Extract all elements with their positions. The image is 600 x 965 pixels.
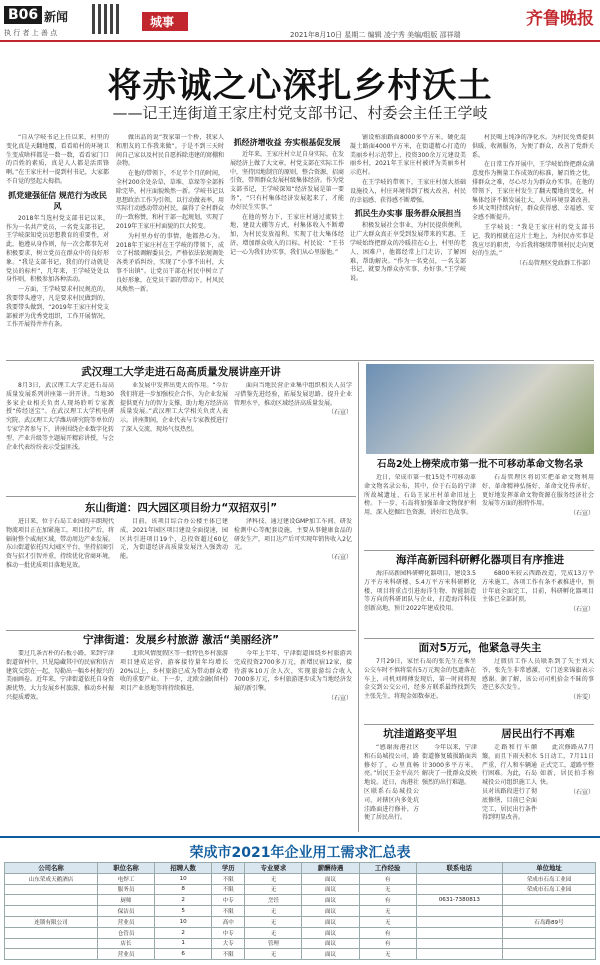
lead-col-4 bbox=[350, 134, 466, 356]
table-cell: 2 bbox=[155, 927, 212, 938]
table-cell bbox=[5, 895, 98, 906]
lead-paragraph: 铺设柏油路面8000多平方米，硬化混凝土路面4000平方米，在街道精心打造的美丽乡村示范带上，投资300余万元建设美丽乡村，2021年王家庄村被评为美丽乡村示范村。 bbox=[350, 134, 466, 177]
table-row bbox=[5, 884, 596, 895]
table-cell: 石岛路89号 bbox=[502, 916, 595, 927]
lead-paragraph: 在王学岐的带领下，王家庄村加大基础设施投入，村庄环境得到了极大改善，村民的幸福感、获得感不断增强。 bbox=[350, 178, 466, 204]
wuhan-col-1 bbox=[6, 382, 114, 492]
section-tag: 城事 bbox=[142, 12, 188, 31]
table-cell: 2 bbox=[155, 895, 212, 906]
table-cell: 连锁有限公司 bbox=[5, 916, 98, 927]
table-cell bbox=[416, 949, 502, 960]
table-cell: 无 bbox=[245, 873, 302, 884]
lead-subtitle-3: 抓民生办实事 服务群众展担当 bbox=[354, 209, 462, 219]
table-cell: 不限 bbox=[212, 949, 245, 960]
article-title-resident: 居民出行不再难 bbox=[501, 728, 575, 740]
table-cell: 店长 bbox=[97, 938, 154, 949]
article-text: 今年上半年，宁津街道围绕乡村旅游共完成投资2700多万元，新增民宿12家，接待游客10万余人次，实现旅游综合收入7000多万元，乡村旅游逐步成为当地经济发展的新引擎。 bbox=[234, 650, 352, 693]
article-title-dongshan: 东山街道：四大园区项目纷力“双招双引” bbox=[84, 502, 278, 514]
byline: （石宣） bbox=[569, 510, 594, 518]
table-cell: 中专 bbox=[212, 927, 245, 938]
lead-col-3 bbox=[230, 134, 344, 356]
byline: （石宣） bbox=[327, 554, 352, 562]
table-cell: 无 bbox=[245, 949, 302, 960]
table-cell: 无 bbox=[245, 884, 302, 895]
table-cell: 8 bbox=[155, 884, 212, 895]
table-cell: 大专 bbox=[212, 938, 245, 949]
table-cell: 荣成市石岛工业园 bbox=[502, 884, 595, 895]
table-cell bbox=[5, 906, 98, 917]
lead-paragraph: 为村里办好的事情，他都热心为。2018年王家庄村在王学岐的带领下，成立了村级调解委员会，严格依法依规调处各类矛盾纠纷，实现了“小事不出村，大事不出镇”。让党员干部在村民中树立了良好形象，在党员干部的带动下，村风民风焕然一新。 bbox=[116, 232, 224, 293]
table-cell: 无 bbox=[359, 949, 416, 960]
article-text: 7月29日，家住石岛的张先生在乘坐公交车时不慎将装有5万元现金的包遗落在车上，司机刘师傅发现后，第一时间将现金交到公交公司，经多方联系最终找到失主张先生，将现金如数奉还。 bbox=[364, 658, 476, 701]
pitcover-col-2 bbox=[422, 744, 477, 830]
article-text: 海洋高新园科研孵化器项目，建设3.5万平方米科研楼、5.4万平方米科研孵化楼，项目将重点引进海洋生物、智能制造等方向的科研团队与企业，打造海洋科技创新高地，预计2022年建成投用。 bbox=[364, 570, 476, 613]
article-text: 近日，荣成市第一批15处不可移动革命文物名录公布，其中，位于石岛的宁津所故城遗址、石岛王家庄村革命旧址上榜。下一步，石岛将加强革命文物保护利用，深入挖掘红色资源，讲好红色故事。 bbox=[364, 474, 476, 517]
resident-col-1 bbox=[482, 744, 537, 830]
article-title-ningjin: 宁津街道：发展乡村旅游 激活“美丽经济” bbox=[83, 634, 279, 646]
table-cell bbox=[416, 884, 502, 895]
article-title-donate: 面对5万元，他紧急寻失主 bbox=[418, 642, 542, 654]
lead-paragraph: 村民喝上纯净的净化水。为村民免费提供供暖，收割服务，为便了群众，改善了党群关系。 bbox=[472, 134, 594, 159]
table-cell: 不限 bbox=[212, 906, 245, 917]
table-header: 工作经验 bbox=[359, 863, 416, 874]
wuhan-col-3 bbox=[234, 382, 352, 492]
article-title-highpark: 海洋高新园科研孵化器项目有序推进 bbox=[396, 554, 564, 566]
table-cell: 荣成市石岛工业园 bbox=[502, 873, 595, 884]
ningjin-col-1 bbox=[6, 650, 114, 830]
table-row bbox=[5, 873, 596, 884]
lead-col-2 bbox=[116, 134, 224, 356]
table-cell: 面议 bbox=[302, 938, 359, 949]
subheadline: ——记王连街道王家庄村党支部书记、村委会主任王学岐 bbox=[112, 104, 488, 122]
table-cell bbox=[502, 906, 595, 917]
lead-subtitle-2: 抓经济增收益 夯实根基促发展 bbox=[233, 138, 341, 147]
table-cell: 5 bbox=[155, 906, 212, 917]
table-cell: 有 bbox=[359, 938, 416, 949]
table-cell bbox=[5, 927, 98, 938]
ningjin-col-3 bbox=[234, 650, 352, 830]
table-header: 职位名称 bbox=[97, 863, 154, 874]
highpark-col-2 bbox=[482, 570, 594, 634]
table-cell: 面议 bbox=[302, 916, 359, 927]
table-cell bbox=[502, 949, 595, 960]
table-row bbox=[5, 927, 596, 938]
dongshan-col-1 bbox=[6, 518, 114, 626]
table-row bbox=[5, 916, 596, 927]
table-cell: 有 bbox=[359, 895, 416, 906]
table-cell: 0631-7380813 bbox=[416, 895, 502, 906]
byline: （石宣） bbox=[327, 409, 352, 417]
table-header: 联系电话 bbox=[416, 863, 502, 874]
article-text: 面向当地民营企业集中组织相关人员学习借鉴先进经验，拓展发展思路，提升企业管理水平，推动区域经济高质量发展。 bbox=[234, 382, 352, 407]
table-cell: 管理 bbox=[245, 938, 302, 949]
lead-subtitle-1: 抓党建强征信 规范行为改民风 bbox=[8, 190, 107, 211]
revolution-col-1 bbox=[364, 474, 476, 546]
jobs-table bbox=[4, 862, 596, 960]
table-cell: 营业员 bbox=[97, 916, 154, 927]
table-cell: 山东荣成天鹅酒店 bbox=[5, 873, 98, 884]
lead-col-5 bbox=[472, 134, 594, 356]
divider bbox=[364, 724, 594, 725]
table-cell: 厨师 bbox=[97, 895, 154, 906]
table-cell bbox=[5, 949, 98, 960]
lead-paragraph: “自从学岐书记上任以来，村里的变化真是天翻地覆，看看咱村的环境卫生变成啥样都是一数一数，看看家门口的百姓的素质，真是人人都是活雷锋啊。”在王家庄村一提到村书记，大家都不自觉的竖起大拇指。 bbox=[6, 134, 109, 185]
table-cell bbox=[416, 927, 502, 938]
table-cell: 仓管员 bbox=[97, 927, 154, 938]
table-cell bbox=[416, 906, 502, 917]
article-text: 泽科技、通过建设GMP加工车间、研发检测中心等配套设施，主要从事健康食品的研发生产，项目达产后可实现年销售收入2亿元。 bbox=[234, 518, 352, 552]
table-cell bbox=[502, 938, 595, 949]
article-text: 6800米较云西路改造，完成13万平方米施工，各项工作有条不紊推进中，预计年底全面完工，目前，科研孵化器项目主体已全部封顶。 bbox=[482, 570, 594, 604]
donate-col-1 bbox=[364, 658, 476, 720]
byline: （石宣） bbox=[569, 788, 594, 796]
lead-col-1 bbox=[6, 134, 109, 356]
table-cell: 面议 bbox=[302, 895, 359, 906]
lead-paragraph: 近年来，王家庄村立足自身实际，在发展经济上做了大文章，村党支部在实际工作中，坚持因地制宜的原则，整合资源，招商引资，带领群众发展村级集体经济。作为党支部书记，王学岐深知“经济发展是第一要务”，“只有村集体经济发展起来了，才能办好民生实事。” bbox=[230, 151, 344, 211]
table-cell: 有 bbox=[359, 927, 416, 938]
highpark-col-1 bbox=[364, 570, 476, 634]
lead-paragraph: 在日常工作开展中，王学岐始终把群众满意度作为衡量工作成效的标准，解百姓之忧，排群众之难，尽心尽力为群众办实事。在他的带领下，王家庄村发生了翻天覆地的变化，村集体经济不断发展壮大，人居环境显著改善，乡风文明持续向好，群众获得感、幸福感、安全感不断提升。 bbox=[472, 161, 594, 222]
article-title-pitcover: 坑洼道路变平坦 bbox=[383, 728, 457, 740]
lead-paragraph: 2018年当选村党支部书记以来，作为一名共产党员，一名党支部书记，王学岐深知党员思想教育的重要性，对此，他遵从身作则，每一次会都事先对积极要求，树立党员在群众中的良好形象。“我是支部书记，我们的行动就是党员的标杆”，几年来，王学岐处处以身作则，积极参加各种活动。 bbox=[6, 214, 109, 284]
table-row bbox=[5, 949, 596, 960]
ningjin-col-2 bbox=[120, 650, 228, 830]
table-row bbox=[5, 906, 596, 917]
header-divider bbox=[0, 40, 600, 42]
divider bbox=[364, 638, 594, 639]
table-cell: 1 bbox=[155, 938, 212, 949]
article-text: 今年以来，宁津街道修复破损路面共计3000多平方米，解决了一批群众反映强烈的出行难题。 bbox=[422, 744, 477, 787]
column-divider bbox=[358, 362, 359, 832]
headline: 将赤诚之心深扎乡村沃土 bbox=[107, 66, 493, 106]
article-text: 走路和行车颠簸，而且下雨天积水严重，行人和车辆通行困难。为此，石岛城投公司组织施工人员对该路段进行了彻底修缮，目前已全面完工，居民出行条件得到明显改善。 bbox=[482, 744, 537, 822]
table-cell: 面议 bbox=[302, 873, 359, 884]
divider bbox=[6, 360, 594, 361]
article-text: 石岛管理区将切实把革命文物利用好、革命精神弘扬好，革命文化传承好，更好地发挥革命文物资源在服务经济社会发展等方面的独特作用。 bbox=[482, 474, 594, 508]
editor-line: 执 行 者 上 善 点 bbox=[4, 29, 58, 37]
table-cell: 无 bbox=[359, 884, 416, 895]
article-text: 北欧风情度假区等一批特色乡村旅游项目建成运营，游客接待量年均增长20%以上，乡村旅游已成为带动群众增收的重要产业。下一步，北欧金融(留村)项目产业基地等将持续推进。 bbox=[120, 650, 228, 693]
byline: （许雯） bbox=[569, 694, 594, 702]
lead-paragraph: 在他的努力下，王家庄村通过流转土地，建设大棚等方式，村集体收入不断增加，为村民发放福利，实现了壮大集体经济，增加群众收入的目标。村民说：“王书记一心为我们办实事，我们从心里服他。” bbox=[230, 213, 344, 256]
revolution-col-2 bbox=[482, 474, 594, 546]
table-header: 单位地址 bbox=[502, 863, 595, 874]
divider bbox=[6, 630, 356, 631]
table-cell bbox=[502, 895, 595, 906]
table-cell: 服务员 bbox=[97, 884, 154, 895]
table-cell bbox=[416, 873, 502, 884]
table-cell: 烹饪 bbox=[245, 895, 302, 906]
page-number: B06 bbox=[4, 6, 42, 24]
table-cell: 无 bbox=[245, 916, 302, 927]
table-cell: 不限 bbox=[212, 873, 245, 884]
article-text: 8月3日，武汉理工大学走进石岛高质量发展系列讲座第一讲开讲。当地30多家企业相关负责人现场聆听专家教授“传经送宝”。在武汉理工大学机电研究院、武汉理工大学潍坊研究院等单位的专家学者参与下，讲座围绕企业数字化转型、产业升级等主题展开精彩讲授，与会企业代表纷纷表示受益匪浅。 bbox=[6, 382, 114, 451]
table-cell: 有 bbox=[359, 873, 416, 884]
lead-byline: （石岛管理区党政群工作部） bbox=[515, 260, 594, 268]
table-cell: 10 bbox=[155, 916, 212, 927]
brand-logo: 齐鲁晚报 bbox=[526, 9, 594, 29]
table-cell: 无 bbox=[359, 916, 416, 927]
article-text: 目前，该项目综合办公楼主体已建成，2021年园区项目建设全面提速，园区共引进项目19个，总投资超过60亿元，为街道经济高质量发展注入强劲动能。 bbox=[120, 518, 228, 561]
article-text: 进日来，位于石岛工业园的丰朗现代物流项目正在加紧施工，项目投产后，将辐射整个威海区域，带动周边产业发展。东山街道依托四大园区平台，坚持招商引资与招才引智并重，持续优化营商环境，推动一批优质项目落地见效。 bbox=[6, 518, 114, 569]
news-photo bbox=[366, 364, 594, 454]
table-cell: 不限 bbox=[212, 884, 245, 895]
pitcover-col-1 bbox=[364, 744, 419, 830]
table-cell: 中专 bbox=[212, 895, 245, 906]
qr-code-icon bbox=[92, 4, 122, 34]
byline: （石宣） bbox=[569, 606, 594, 614]
table-header: 招聘人数 bbox=[155, 863, 212, 874]
table-header: 薪酬待遇 bbox=[302, 863, 359, 874]
lead-paragraph: 王学岐说：“我是王家庄村的党支部书记，我的根就在这片土地上，为村民办实事是我应尽的职责，今后我将继续带领村民走向更好的生活。” bbox=[472, 223, 594, 258]
table-header: 专业要求 bbox=[245, 863, 302, 874]
table-row bbox=[5, 895, 596, 906]
table-cell bbox=[5, 884, 98, 895]
article-title-wuhan: 武汉理工大学走进石岛高质量发展讲座开讲 bbox=[81, 366, 281, 378]
table-cell: 营业员 bbox=[97, 949, 154, 960]
table-header-row bbox=[5, 863, 596, 874]
table-cell: 10 bbox=[155, 873, 212, 884]
table-cell: 无 bbox=[245, 927, 302, 938]
jobs-divider bbox=[0, 836, 600, 838]
jobs-title: 荣成市2021年企业用工需求汇总表 bbox=[189, 845, 411, 861]
table-cell bbox=[502, 927, 595, 938]
table-cell: 面议 bbox=[302, 949, 359, 960]
byline: （石宣） bbox=[327, 694, 352, 702]
table-cell bbox=[416, 916, 502, 927]
lead-paragraph: 一方面，王学岐要求村民规范的，我要带头遵守，凡是要求村民做到的，我要带头做到，“2019年王家庄村党支部被评为优秀党组织，工作开展情况，工作开展得井井有条。 bbox=[6, 286, 109, 329]
table-cell: 保洁员 bbox=[97, 906, 154, 917]
table-cell: 电焊工 bbox=[97, 873, 154, 884]
table-cell: 无 bbox=[359, 906, 416, 917]
article-title-revolution: 石岛2处上榜荣成市第一批不可移动革命文物名录 bbox=[376, 459, 584, 470]
table-cell bbox=[5, 938, 98, 949]
article-text: “感谢海港社区和石岛城投公司，路修好了，心里真畅亮。”居民王金平高兴地说。近日，海港社区联系石岛城投公司，对辖区内多处坑洼路面进行修补，方便了居民出行。 bbox=[364, 744, 419, 822]
resident-col-2 bbox=[540, 744, 594, 830]
article-text: 要过几条古朴的石板小路，来到宁津街道留村中，只见隐藏其中的民宿和仿古建筑交织在一起，勾勒出一幅乡村振兴的美丽画卷。近年来，宁津街道依托自身资源优势，大力发展乡村旅游，推动乡村振兴提质增效。 bbox=[6, 650, 114, 701]
table-cell: 无 bbox=[245, 906, 302, 917]
section-name: 新闻 bbox=[44, 10, 69, 24]
divider bbox=[6, 496, 356, 497]
wuhan-col-2 bbox=[120, 382, 228, 492]
table-header: 学历 bbox=[212, 863, 245, 874]
table-cell: 高中 bbox=[212, 916, 245, 927]
table-cell: 6 bbox=[155, 949, 212, 960]
donate-col-2 bbox=[482, 658, 594, 720]
dongshan-col-3 bbox=[234, 518, 352, 626]
table-cell: 面议 bbox=[302, 927, 359, 938]
article-text: 业发展中发挥出更大的作用。“今后我们将进一步加强校企合作，为企业发展提供更有力的智力支撑，助力地方经济高质量发展。”武汉理工大学相关负责人表示。讲座期间，企业代表与专家教授进行了深入交流，现场气氛热烈。 bbox=[120, 382, 228, 433]
table-cell: 面议 bbox=[302, 906, 359, 917]
article-text: 过微信工作人员联系到了失主刘大爷，张先生非常感激，专门送来锦旗表示感谢。据了解，该公司司机拾金不昧的事迹已多次发生。 bbox=[482, 658, 594, 692]
divider bbox=[364, 550, 594, 551]
table-cell: 面议 bbox=[302, 884, 359, 895]
issue-meta: 2021年8月10日 星期二 编辑 凌宁秀 美编/组版 邵祥瑞 bbox=[290, 31, 461, 39]
lead-paragraph: 做出品的说“我家第一个桥，我家人和朋友的工作我来做”。于是不到三天时间自己家以及村民自愿拆除违建的窝棚和杂物。 bbox=[116, 134, 224, 168]
table-header: 公司名称 bbox=[5, 863, 98, 874]
lead-paragraph: 在他的带领下，不足半个月的时间，全村200余处杂草，草堆、草垛等全部拆除完毕，村庄面貌焕然一新。学岐书记以思想政治工作为引领，以行动做表率，用实际行动感动带动村民，赢得了全村群众的一致称赞，和村干部一起规划，实现了2019年王家庄村面貌的巨大转变。 bbox=[116, 170, 224, 230]
dongshan-col-2 bbox=[120, 518, 228, 626]
article-text: 此次修路从7月5日动工，7月11日正式完工，道路平整如新，居民拍手称快。 bbox=[540, 744, 594, 787]
table-cell bbox=[416, 938, 502, 949]
table-row bbox=[5, 938, 596, 949]
lead-paragraph: 积极发展社会事业，为村民提供便利，让广大群众真正享受到发展带来的实惠。王学岐始终把群众的冷暖挂在心上，村里的老人、困难户，他都经常上门走访，了解困难，帮助解决。“作为一名党员，一名支部书记，就要为群众办实事、办好事。”王学岐说。 bbox=[350, 222, 466, 283]
